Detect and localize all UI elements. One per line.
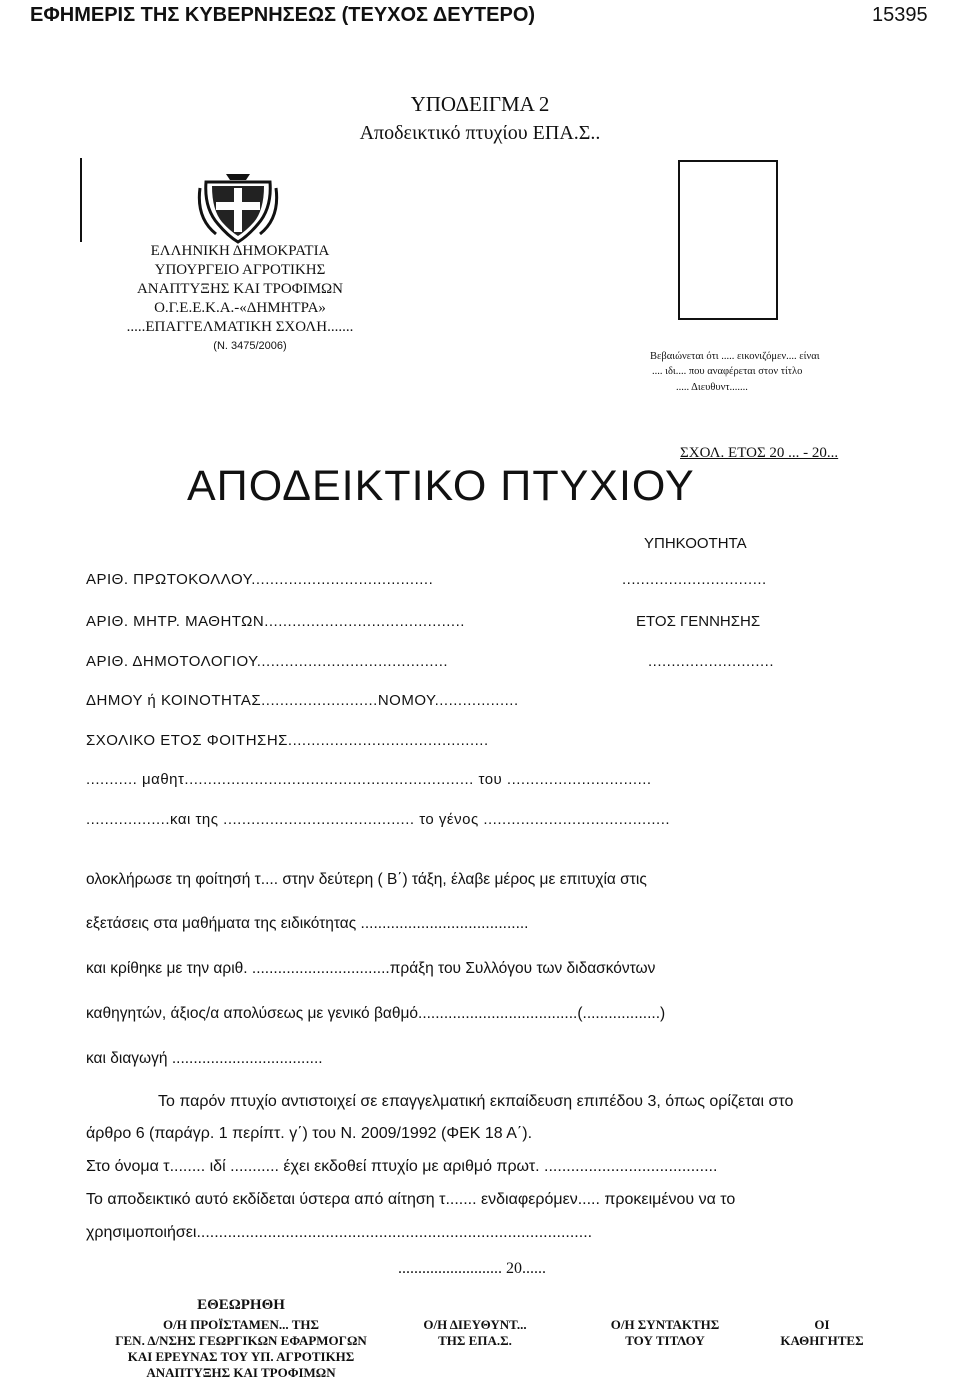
body-line-3: και κρίθηκε με την αριθ. ................................πράξη του Συλλόγου των διδασκόντων [86,960,656,977]
signature-teachers-line-2: ΚΑΘΗΓΗΤΕΣ [780,1333,864,1348]
signature-author-line-2: ΤΟΥ ΤΙΤΛΟΥ [625,1333,705,1348]
body-line-6: Το παρόν πτυχίο αντιστοιχεί σε επαγγελματική εκπαίδευση επιπέδου 3, όπως ορίζεται στο [158,1093,794,1110]
signature-endorsed-title: ΕΘΕΩΡΗΘΗ [197,1297,285,1313]
municipality-prefecture-field: ΔΗΜΟΥ ή ΚΟΙΝΟΤΗΤΑΣ.........................ΝΟΜΟΥ.................. [86,692,519,709]
sample-subtitle: Αποδεικτικό πτυχίου ΕΠΑ.Σ.. [359,122,601,144]
photo-box [678,160,778,320]
body-line-4: καθηγητών, άξιος/α απολύσεως με γενικό βαθμό.....................................(..................) [86,1005,666,1022]
signature-head-line-1: Ο/Η ΠΡΟΪΣΤΑΜΕΝ... ΤΗΣ [163,1317,319,1332]
left-margin-rule [80,158,82,242]
signature-director-line-1: Ο/Η ΔΙΕΥΘΥΝΤ... [423,1317,527,1332]
issuer-line-ministry-2: ΑΝΑΠΤΥΞΗΣ ΚΑΙ ΤΡΟΦΙΜΩΝ [136,281,344,297]
signature-teachers-line-1: ΟΙ [814,1317,830,1332]
sample-title: ΥΠΟΔΕΙΓΜΑ 2 [410,92,550,116]
body-line-7: άρθρο 6 (παράγρ. 1 περίπτ. γ΄) του Ν. 2009/1992 (ΦΕΚ 18 Α΄). [86,1125,533,1142]
gazette-header-title: ΕΦΗΜΕΡΙΣ ΤΗΣ ΚΥΒΕΡΝΗΣΕΩΣ (ΤΕΥΧΟΣ ΔΕΥΤΕΡΟ) [30,4,536,26]
photo-certification-line-1: Βεβαιώνεται ότι ..... εικονιζόμεν.... είναι [650,351,820,362]
signature-director-line-2: ΤΗΣ ΕΠΑ.Σ. [438,1333,512,1348]
signature-head-line-3: ΚΑΙ ΕΡΕΥΝΑΣ ΤΟΥ ΥΠ. ΑΓΡΟΤΙΚΗΣ [127,1349,355,1364]
photo-certification-line-3: ..... Διευθυντ....... [676,382,748,393]
municipal-register-field: ΑΡΙΘ. ΔΗΜΟΤΟΛΟΓΙΟΥ......................................... [86,653,449,670]
protocol-number-field: ΑΡΙΘ. ΠΡΩΤΟΚΟΛΛΟΥ....................................... [86,571,434,588]
citizenship-field: ............................... [622,571,767,588]
body-line-2: εξετάσεις στα μαθήματα της ειδικότητας ....................................... [86,915,529,932]
issuer-law-reference: (Ν. 3475/2006) [213,340,287,352]
student-register-field: ΑΡΙΘ. ΜΗΤΡ. ΜΑΘΗΤΩΝ........................................... [86,613,465,630]
greek-coat-of-arms-emblem [196,168,280,248]
school-year-label: ΣΧΟΛ. ΕΤΟΣ 20 ... - 20... [680,445,839,461]
body-line-8: Στο όνομα τ........ ιδί ........... έχει εκδοθεί πτυχίο με αριθμό πρωτ. ....................................... [86,1158,718,1175]
body-line-5: και διαγωγή ................................... [86,1050,323,1067]
citizenship-label: ΥΠΗΚΟΟΤΗΤΑ [644,535,747,552]
signature-head-line-2: ΓΕΝ. Δ/ΝΣΗΣ ΓΕΩΡΓΙΚΩΝ ΕΦΑΡΜΟΓΩΝ [115,1333,367,1348]
page-number: 15395 [872,4,928,26]
issuer-line-organization: Ο.Γ.Ε.Ε.Κ.Α.-«ΔΗΜΗΤΡΑ» [154,300,326,316]
signature-author-line-1: Ο/Η ΣΥΝΤΑΚΤΗΣ [610,1317,720,1332]
birth-year-field: ........................... [648,653,775,670]
issuer-line-ministry: ΥΠΟΥΡΓΕΙΟ ΑΓΡΟΤΙΚΗΣ [154,262,326,278]
signature-head-line-4: ΑΝΑΠΤΥΞΗΣ ΚΑΙ ΤΡΟΦΙΜΩΝ [146,1365,336,1380]
issue-date-line: .......................... 20...... [398,1260,546,1277]
certificate-title: ΑΠΟΔΕΙΚΤΙΚΟ ΠΤΥΧΙΟΥ [187,462,695,510]
issuer-line-school: .....ΕΠΑΓΓΕΛΜΑΤΙΚΗ ΣΧΟΛΗ....... [126,319,354,335]
body-line-9: Το αποδεικτικό αυτό εκδίδεται ύστερα από αίτηση τ....... ενδιαφερόμεν..... προκειμένου να το [86,1191,736,1208]
body-line-1: ολοκλήρωσε τη φοίτησή τ.... στην δεύτερη ( Β΄) τάξη, έλαβε μέρος με επιτυχία στις [86,871,647,888]
attendance-year-field: ΣΧΟΛΙΚΟ ΕΤΟΣ ΦΟΙΤΗΣΗΣ........................................... [86,732,489,749]
photo-certification-line-2: .... ιδι.... που αναφέρεται στον τίτλο [652,366,803,377]
birth-year-label: ΕΤΟΣ ΓΕΝΝΗΣΗΣ [636,613,761,630]
issuer-line-republic: ΕΛΛΗΝΙΚΗ ΔΗΜΟΚΡΑΤΙΑ [150,243,330,259]
body-line-10: χρησιμοποιήσει......................................................................................... [86,1224,593,1241]
student-name-field: ........... μαθητ.............................................................. του ............................... [86,771,652,788]
parents-field: ..................και της ......................................... το γένος ........................................ [86,811,671,828]
